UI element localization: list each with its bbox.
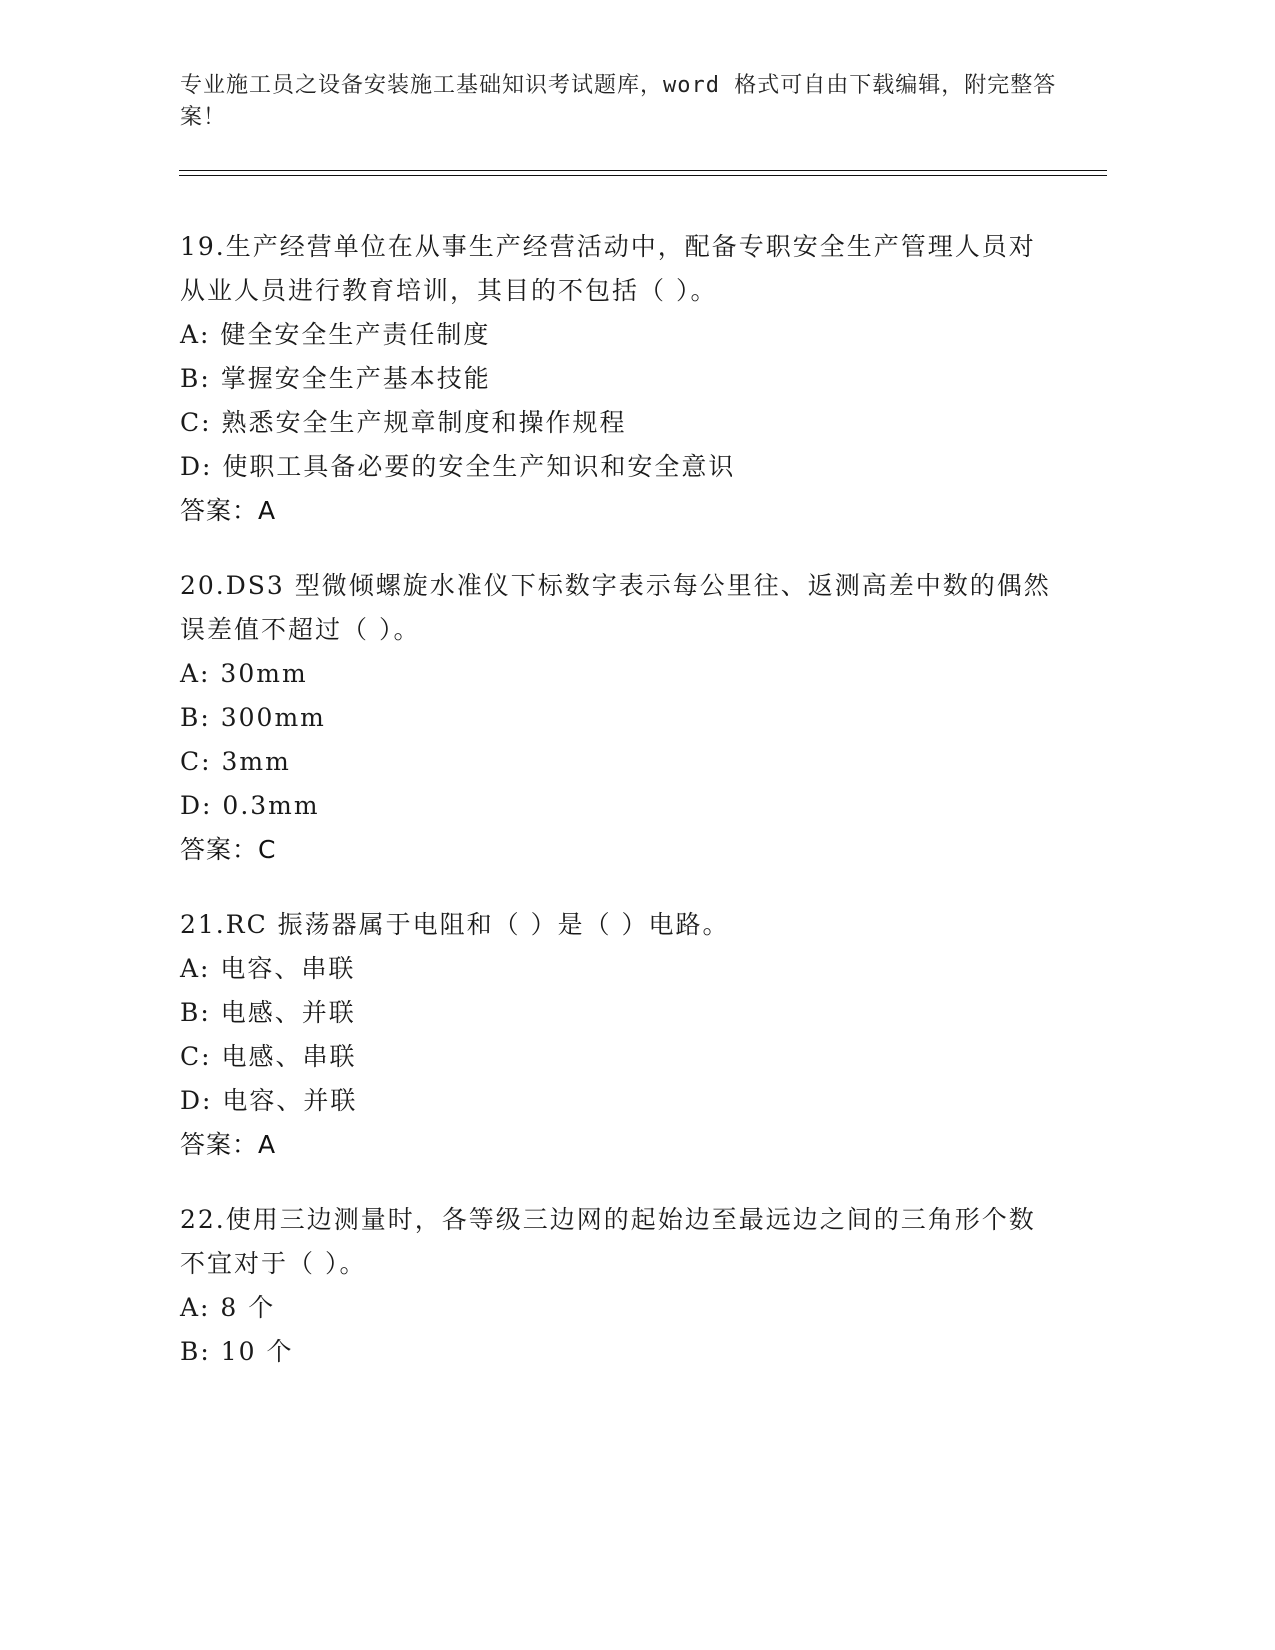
question-stem: 20.DS3 型微倾螺旋水准仪下标数字表示每公里往、返测高差中数的偶然误差值不超过（ ）。 bbox=[180, 571, 1051, 644]
question-21 bbox=[180, 903, 1060, 1167]
question-stem: 19.生产经营单位在从事生产经营活动中，配备专职安全生产管理人员对从业人员进行教育培训，其目的不包括（ ）。 bbox=[180, 232, 1036, 305]
option-d: D: 0.3mm bbox=[180, 791, 320, 820]
option-a: A: 电容、串联 bbox=[180, 954, 356, 983]
question-20 bbox=[180, 564, 1060, 872]
question-stem: 21.RC 振荡器属于电阻和（ ）是（ ）电路。 bbox=[180, 910, 730, 939]
option-d: D: 使职工具备必要的安全生产知识和安全意识 bbox=[180, 452, 736, 481]
option-b: B: 掌握安全生产基本技能 bbox=[180, 364, 491, 393]
document-header: 专业施工员之设备安装施工基础知识考试题库，word 格式可自由下载编辑，附完整答案！ bbox=[180, 73, 1057, 130]
option-b: B: 电感、并联 bbox=[180, 998, 356, 1027]
option-b: B: 300mm bbox=[180, 703, 326, 732]
header-divider-bottom bbox=[179, 175, 1107, 176]
question-22 bbox=[180, 1198, 1060, 1374]
answer-line: 答案：C bbox=[180, 835, 277, 864]
option-a: A: 8 个 bbox=[180, 1293, 276, 1322]
answer-line: 答案：A bbox=[180, 1130, 277, 1159]
answer-line: 答案：A bbox=[180, 496, 277, 525]
option-c: C: 熟悉安全生产规章制度和操作规程 bbox=[180, 408, 627, 437]
option-c: C: 电感、串联 bbox=[180, 1042, 357, 1071]
question-stem: 22.使用三边测量时，各等级三边网的起始边至最远边之间的三角形个数不宜对于（ ）。 bbox=[180, 1205, 1036, 1278]
question-19 bbox=[180, 225, 1060, 533]
option-b: B: 10 个 bbox=[180, 1337, 294, 1366]
option-c: C: 3mm bbox=[180, 747, 291, 776]
option-a: A: 健全安全生产责任制度 bbox=[180, 320, 491, 349]
option-a: A: 30mm bbox=[180, 659, 308, 688]
option-d: D: 电容、并联 bbox=[180, 1086, 358, 1115]
header-divider-top bbox=[179, 170, 1107, 171]
question-list bbox=[180, 225, 1060, 1405]
